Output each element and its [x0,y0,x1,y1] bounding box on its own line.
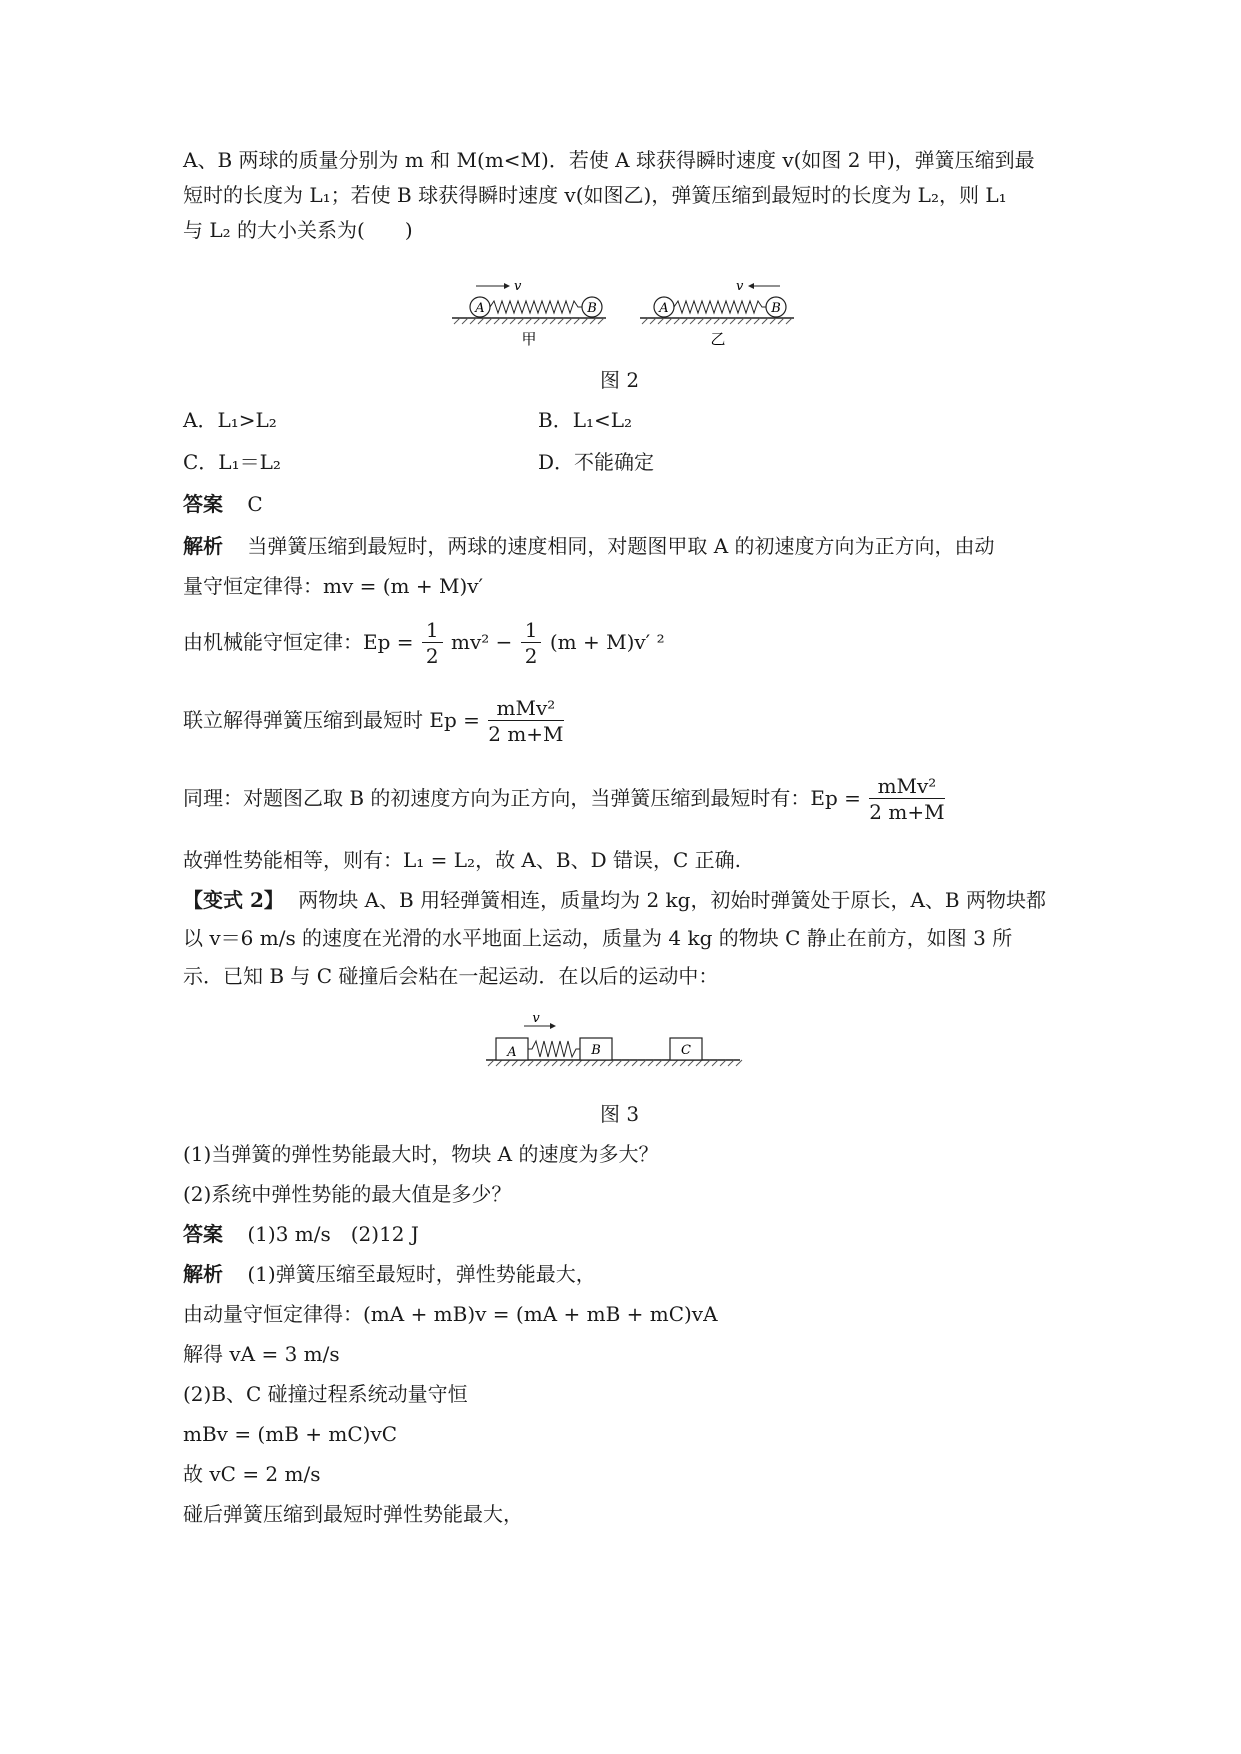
energy-half-den-1: 2 [425,644,439,668]
q1-analysis-line-1 [183,532,995,560]
q1-conclusion: 故弹性势能相等，则有：L₁ = L₂，故 A、B、D 错误，C 正确. [183,848,741,872]
q2-tag: 【变式 2】 [183,888,284,912]
q2-sub-1: (1)当弹簧的弹性势能最大时，物块 A 的速度为多大？ [183,1142,659,1166]
option-b: B．L₁<L₂ [538,408,633,432]
figure-3 [484,1010,744,1080]
q2-analysis-line-5: mBv = (mB + mC)vC [183,1422,398,1446]
fig2-ball-a-left: A [475,301,485,316]
fig2-ball-b-left: B [587,301,597,316]
joint-num: mMv² [488,696,563,721]
energy-half-fraction-2 [521,618,542,669]
energy-prefix: 由机械能守恒定律：Ep = [183,630,414,654]
fig2-label-jia: 甲 [521,330,537,348]
same-fraction [869,774,944,825]
figure-3-caption: 图 3 [600,1102,640,1126]
q2-analysis-label: 解析 [183,1262,223,1286]
option-c: C．L₁＝L₂ [183,450,281,474]
q2-answer [183,1220,419,1248]
fig2-ball-b-right: B [771,301,781,316]
fig3-v: v [532,1011,540,1026]
option-d: D．不能确定 [538,450,655,474]
figure-2 [440,268,810,348]
same-num: mMv² [869,774,944,799]
same-den: 2 m+M [869,800,945,824]
q1-line-3: 与 L₂ 的大小关系为( ) [183,218,413,242]
fig2-v-right: v [736,279,744,294]
q2-line-1 [183,886,1046,914]
q1-answer-value: C [247,492,263,516]
energy-term-2: (m + M)v′ ² [549,630,665,654]
q2-analysis-line-2: 由动量守恒定律得：(mA + mB)v = (mA + mB + mC)vA [183,1302,718,1326]
q1-analysis-label: 解析 [183,534,223,558]
joint-prefix: 联立解得弹簧压缩到最短时 Ep = [183,708,480,732]
q2-analysis-line-4: (2)B、C 碰撞过程系统动量守恒 [183,1382,468,1406]
q2-line-2: 以 v＝6 m/s 的速度在光滑的水平地面上运动，质量为 4 kg 的物块 C 静止在前方，如图 3 所 [183,926,1013,950]
energy-half-fraction-1 [422,618,443,669]
energy-term-1: mv² − [450,630,513,654]
q1-energy-equation [183,612,665,672]
energy-half-num-1: 1 [422,618,443,643]
q2-analysis-line-7: 碰后弹簧压缩到最短时弹性势能最大， [183,1502,523,1526]
q1-answer-label: 答案 [183,492,223,516]
same-prefix: 同理：对题图乙取 B 的初速度方向为正方向，当弹簧压缩到最短时有：Ep = [183,786,861,810]
q1-same-equation [183,768,947,828]
q2-analysis-line-1 [183,1260,596,1288]
fig2-v-left: v [514,279,522,294]
q2-line-3: 示．已知 B 与 C 碰撞后会粘在一起运动．在以后的运动中： [183,964,719,988]
energy-half-den-2: 2 [524,644,538,668]
q1-analysis-text-1: 当弹簧压缩到最短时，两球的速度相同，对题图甲取 A 的初速度方向为正方向，由动 [247,534,995,558]
q2-analysis-line-6: 故 vC = 2 m/s [183,1462,321,1486]
figure-2-caption: 图 2 [600,368,640,392]
q2-answer-label: 答案 [183,1222,223,1246]
joint-den: 2 m+M [488,722,564,746]
figure-2-left [452,279,606,348]
fig2-label-yi: 乙 [710,330,726,348]
fig3-label-a: A [507,1045,517,1060]
figure-2-right [640,279,794,348]
q1-line-1: A、B 两球的质量分别为 m 和 M(m<M)．若使 A 球获得瞬时速度 v(如图 2 甲)，弹簧压缩到最 [183,148,1035,172]
q2-analysis-line-3: 解得 vA = 3 m/s [183,1342,340,1366]
q2-sub-2: (2)系统中弹性势能的最大值是多少？ [183,1182,512,1206]
energy-half-num-2: 1 [521,618,542,643]
joint-fraction [488,696,563,747]
q1-line-2: 短时的长度为 L₁；若使 B 球获得瞬时速度 v(如图乙)，弹簧压缩到最短时的长度为 L₂，则 L₁ [183,183,1007,207]
q1-analysis-line-2: 量守恒定律得：mv = (m + M)v′ [183,574,484,598]
q2-answer-value: (1)3 m/s (2)12 J [247,1222,419,1246]
q2-analysis-text-1: (1)弹簧压缩至最短时，弹性势能最大， [247,1262,596,1286]
q1-joint-equation [183,690,566,750]
fig3-label-c: C [681,1043,691,1058]
q2-line-1-text: 两物块 A、B 用轻弹簧相连，质量均为 2 kg，初始时弹簧处于原长，A、B 两物块都 [298,888,1046,912]
option-a: A．L₁>L₂ [183,408,277,432]
fig2-ball-a-right: A [659,301,669,316]
q1-answer [183,490,263,518]
fig3-label-b: B [591,1043,601,1058]
